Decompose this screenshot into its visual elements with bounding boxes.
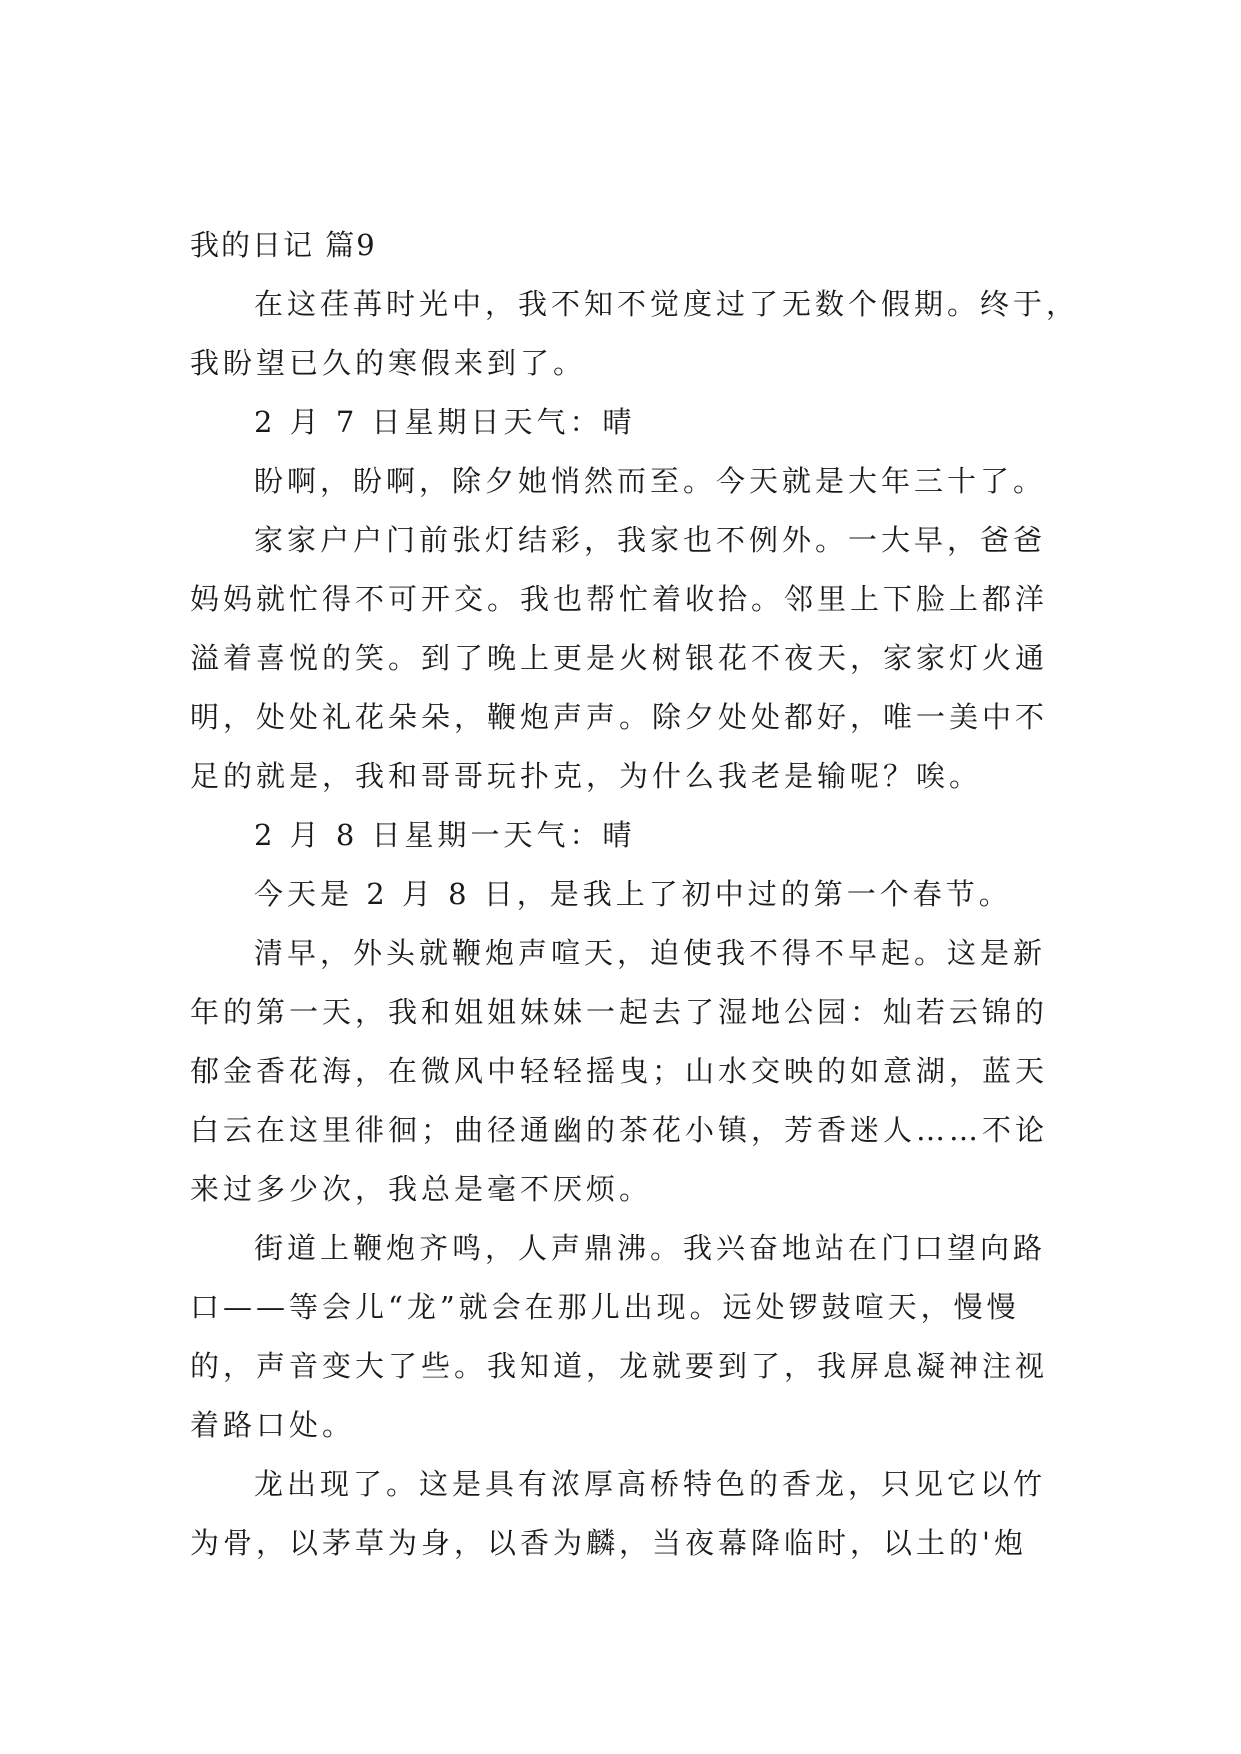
text-line-7: 溢着喜悦的笑。到了晚上更是火树银花不夜天，家家灯火通 bbox=[190, 641, 1049, 675]
date-heading-feb-8: 2 月 8 日星期一天气：晴 bbox=[254, 818, 636, 852]
text-line-12: 清早，外头就鞭炮声喧天，迫使我不得不早起。这是新 bbox=[254, 936, 1047, 970]
text-line-2: 我盼望已久的寒假来到了。 bbox=[190, 346, 587, 380]
text-line-21: 龙出现了。这是具有浓厚高桥特色的香龙，只见它以竹 bbox=[254, 1467, 1047, 1501]
text-line-14: 郁金香花海，在微风中轻轻摇曳；山水交映的如意湖，蓝天 bbox=[190, 1054, 1049, 1088]
text-line-18: 口——等会儿“龙”就会在那儿出现。远处锣鼓喧天，慢慢 bbox=[190, 1290, 1020, 1324]
text-line-17: 街道上鞭炮齐鸣，人声鼎沸。我兴奋地站在门口望向路 bbox=[254, 1231, 1047, 1265]
document-title: 我的日记 篇9 bbox=[190, 228, 377, 262]
text-line-4: 盼啊，盼啊，除夕她悄然而至。今天就是大年三十了。 bbox=[254, 464, 1047, 498]
text-line-13: 年的第一天，我和姐姐妹妹一起去了湿地公园：灿若云锦的 bbox=[190, 995, 1049, 1029]
text-line-9: 足的就是，我和哥哥玩扑克，为什么我老是输呢？唉。 bbox=[190, 759, 983, 793]
text-line-6: 妈妈就忙得不可开交。我也帮忙着收拾。邻里上下脸上都洋 bbox=[190, 582, 1049, 616]
text-line-20: 着路口处。 bbox=[190, 1408, 356, 1442]
text-line-11: 今天是 2 月 8 日，是我上了初中过的第一个春节。 bbox=[254, 877, 1012, 911]
text-line-1: 在这荏苒时光中，我不知不觉度过了无数个假期。终于， bbox=[254, 287, 1080, 321]
text-line-8: 明，处处礼花朵朵，鞭炮声声。除夕处处都好，唯一美中不 bbox=[190, 700, 1049, 734]
text-line-16: 来过多少次，我总是毫不厌烦。 bbox=[190, 1172, 653, 1206]
text-line-15: 白云在这里徘徊；曲径通幽的茶花小镇，芳香迷人……不论 bbox=[190, 1113, 1049, 1147]
text-line-5: 家家户户门前张灯结彩，我家也不例外。一大早，爸爸 bbox=[254, 523, 1047, 557]
text-line-19: 的，声音变大了些。我知道，龙就要到了，我屏息凝神注视 bbox=[190, 1349, 1049, 1383]
date-heading-feb-7: 2 月 7 日星期日天气：晴 bbox=[254, 405, 636, 439]
text-line-22: 为骨，以茅草为身，以香为麟，当夜幕降临时，以土的'炮 bbox=[190, 1526, 1027, 1560]
diary-text bbox=[190, 216, 1080, 1573]
